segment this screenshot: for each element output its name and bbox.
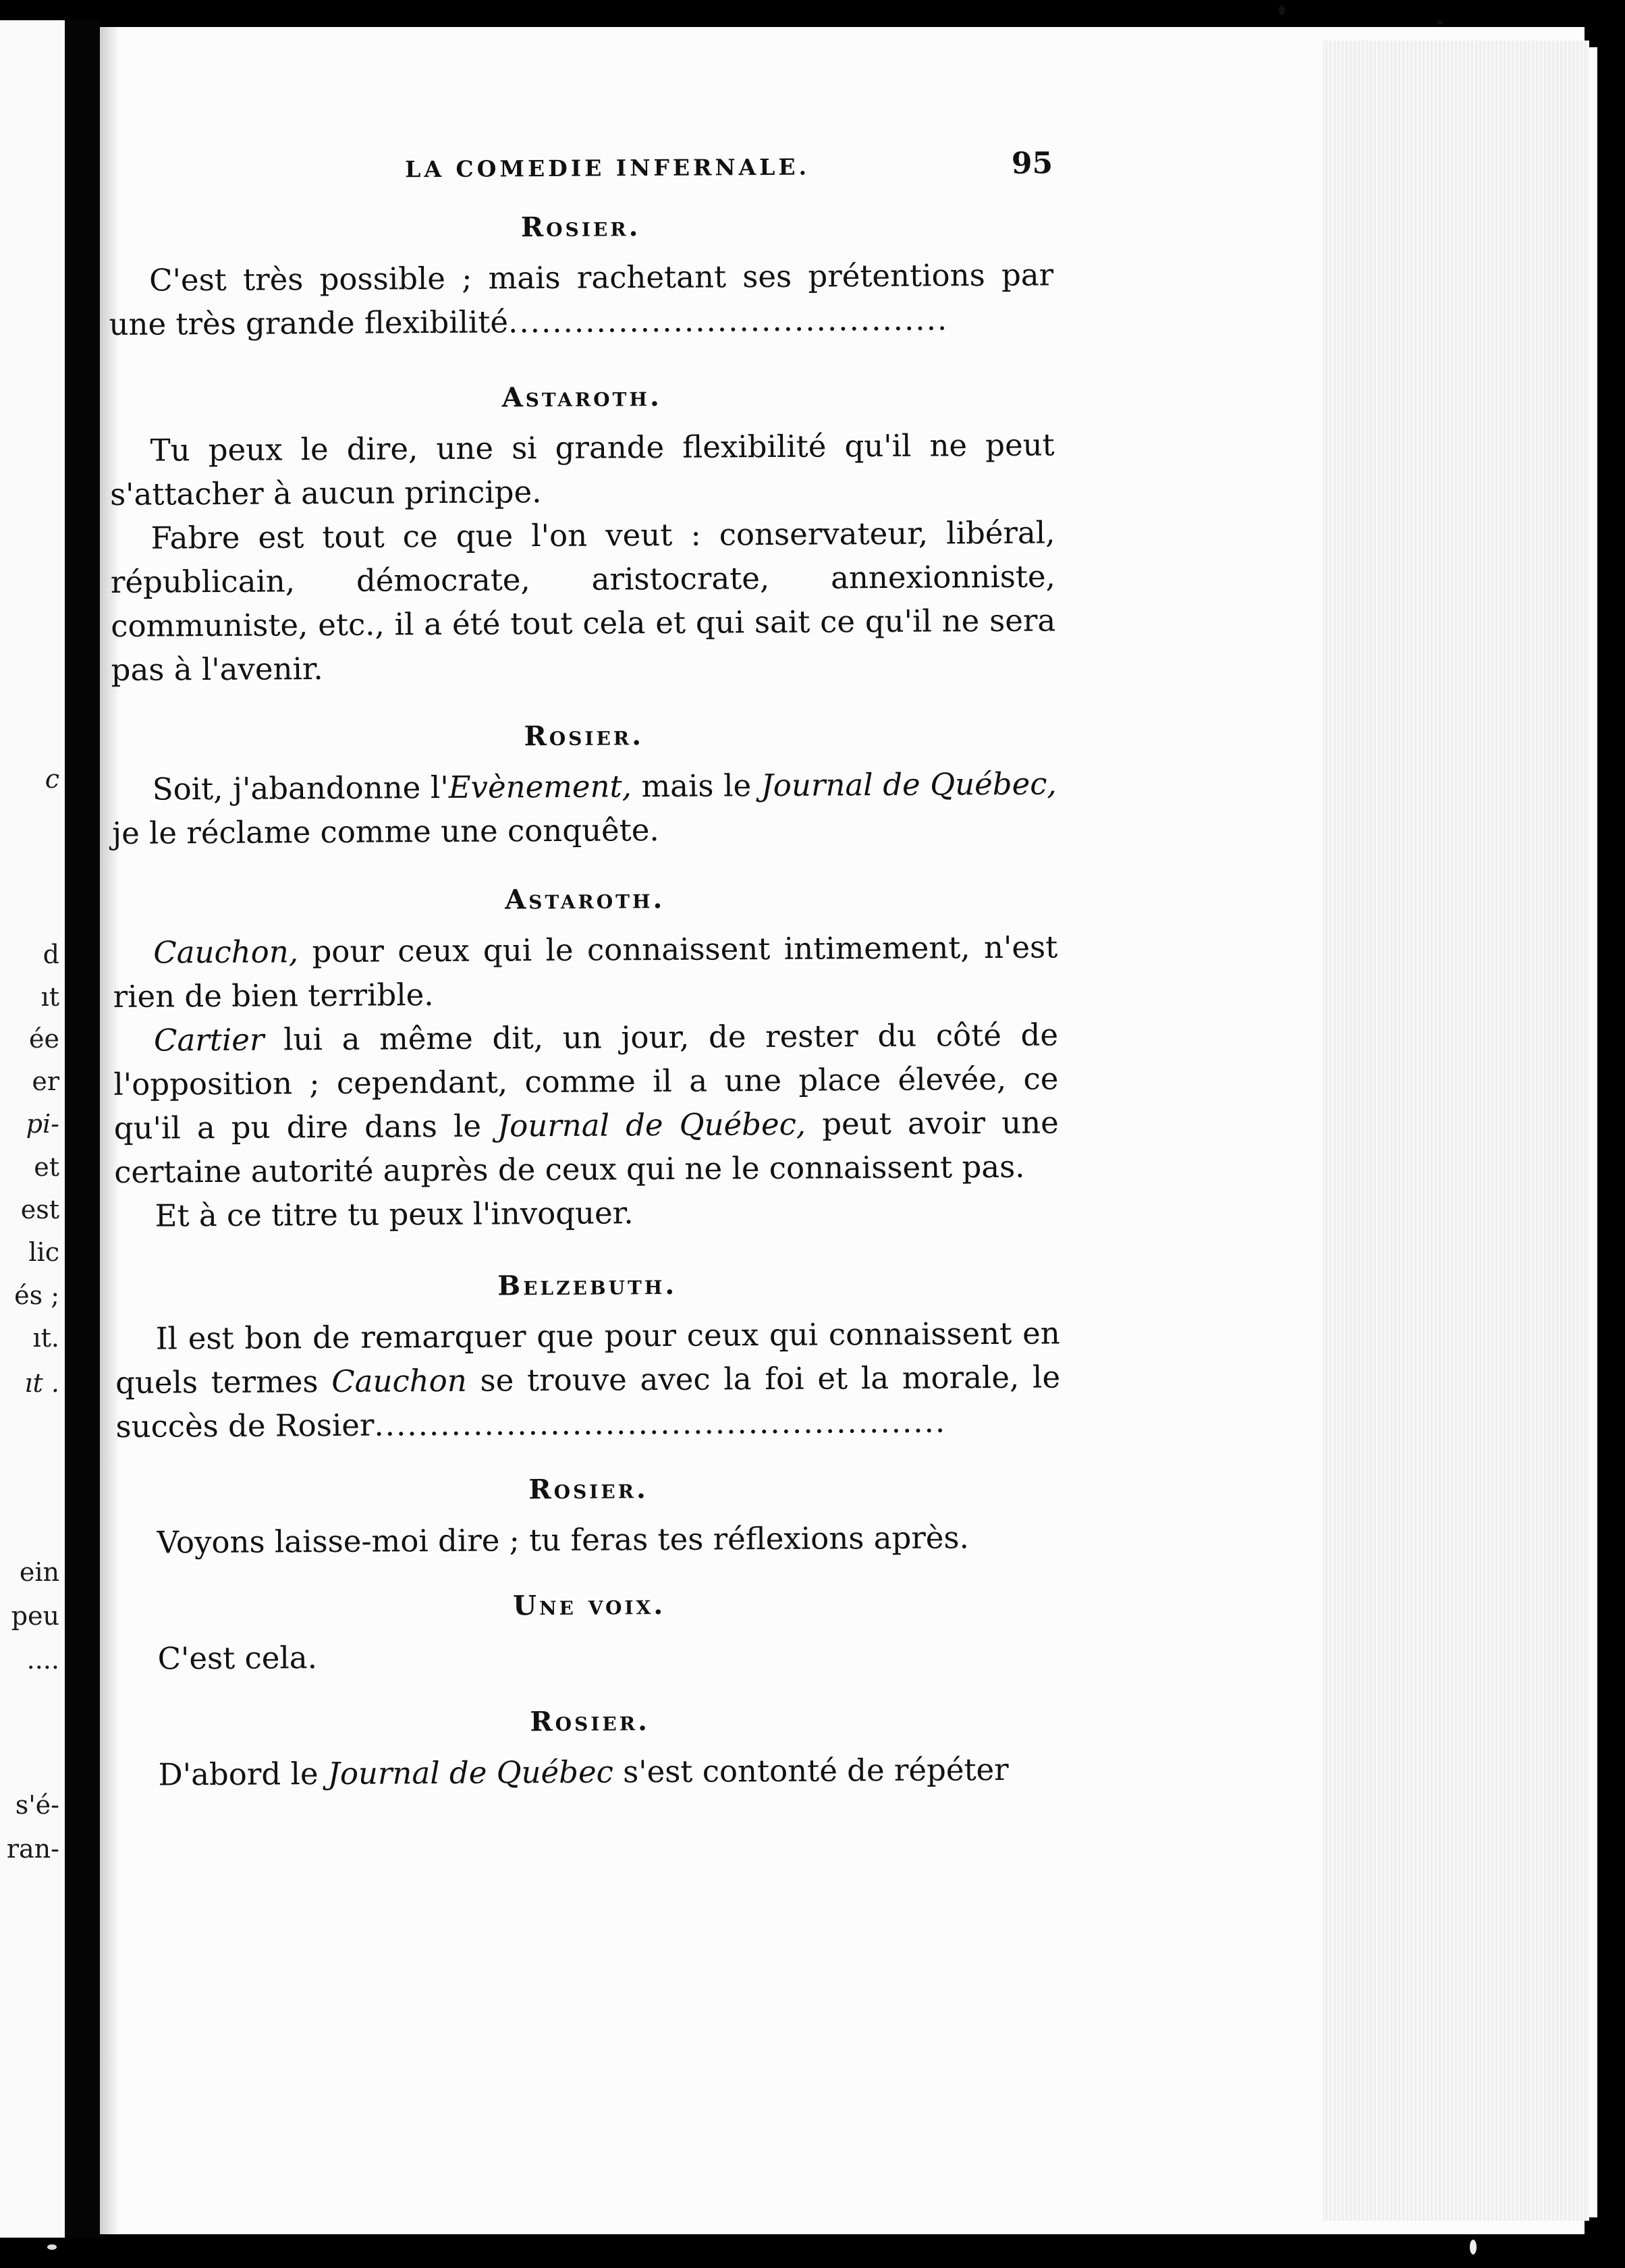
- scan-speck: [1279, 5, 1285, 15]
- speech-text: pour ceux qui le connaissent intimement, n'est rien de bien terrible.: [113, 929, 1058, 1015]
- page-text-block: [108, 146, 1063, 1797]
- speech-paragraph: [109, 252, 1054, 346]
- speech-paragraph: [113, 1013, 1059, 1194]
- facing-page-fragment: ran-: [6, 1834, 59, 1864]
- speech-text: Tu peux le dire, une si grande flexibilité qu'il ne peut s'attacher à aucun principe.: [109, 427, 1055, 512]
- running-head-title: LA COMEDIE INFERNALE.: [405, 153, 810, 183]
- facing-page-fragment: er: [32, 1066, 59, 1096]
- speech-text: se trouve avec la foi et la morale, le succès de Rosier: [115, 1359, 1061, 1444]
- dot-leader: ....................................................: [374, 1403, 947, 1443]
- speaker-name: Une voix.: [512, 1588, 666, 1622]
- speech-text: Fabre est tout ce que l'on veut : conservateur, libéral, républicain, démocrate, aristocrate, annexionniste, communiste, etc., il a été tout cela et qui sait ce qu'il ne sera pas à l'avenir.: [110, 514, 1056, 688]
- speaker-name: Rosier.: [528, 1473, 649, 1506]
- facing-page-fragment: c: [45, 764, 59, 794]
- speech-text: peut avoir une certaine autorité auprès de ceux qui ne le connaissent pas.: [114, 1104, 1059, 1190]
- facing-page-fragment: pi-: [26, 1109, 59, 1139]
- book-gutter: [65, 20, 100, 2238]
- speaker-name: Rosier.: [520, 211, 641, 244]
- speaker-name: Astaroth.: [505, 882, 665, 916]
- facing-page-fragment: d: [43, 940, 59, 969]
- speech-paragraph: [110, 423, 1055, 516]
- facing-page-fragment: s'é-: [15, 1790, 59, 1820]
- facing-page-fragment: peu: [11, 1601, 59, 1631]
- dialogue: [109, 211, 1063, 1797]
- page-number: 95: [1011, 146, 1053, 181]
- speech-text: s'est contonté de répéter: [613, 1751, 1009, 1790]
- speech-paragraph: [116, 1515, 1061, 1565]
- facing-page-fragment: est: [20, 1195, 59, 1224]
- italic-title: Cartier: [153, 1021, 265, 1058]
- speaker-name: Belzebuth.: [497, 1268, 678, 1302]
- speech-text: mais le: [631, 767, 761, 805]
- italic-title: Journal de Québec: [327, 1754, 614, 1792]
- speech-paragraph: [110, 510, 1056, 692]
- facing-page-fragment: lic: [28, 1237, 59, 1267]
- speaker-name: Rosier.: [524, 720, 644, 753]
- italic-title: Journal de Québec,: [497, 1106, 806, 1144]
- speech-text: C'est très possible ; mais rachetant ses prétentions par une très grande flexibilité: [109, 256, 1054, 342]
- page-stack-edge: [1323, 40, 1589, 2221]
- scan-speck: [1437, 20, 1442, 25]
- scan-speck: [47, 2244, 57, 2250]
- facing-page-fragment: et: [34, 1152, 59, 1182]
- facing-page-fragment: ein: [19, 1557, 59, 1587]
- facing-page-fragment: ıt: [40, 982, 59, 1012]
- running-head: [405, 146, 1053, 184]
- facing-page-fragment: ....: [26, 1645, 59, 1675]
- speaker-name: Astaroth.: [501, 380, 662, 414]
- italic-title: Cauchon,: [153, 934, 299, 971]
- speech-text: C'est cela.: [157, 1640, 318, 1677]
- scan-speck: [1470, 2240, 1477, 2254]
- speech-paragraph: [117, 1631, 1062, 1681]
- speech-text: Et à ce titre tu peux l'invoquer.: [155, 1195, 634, 1234]
- speech-paragraph: [112, 761, 1057, 855]
- facing-page-fragment: ée: [29, 1024, 59, 1054]
- page-stack-rim: [1589, 47, 1597, 2217]
- dot-leader: ........................................: [507, 301, 949, 340]
- speech-text: je le réclame comme une conquête.: [112, 812, 659, 851]
- speech-text: lui a même dit, un jour, de rester du côté de l'opposition ; cependant, comme il a une place élevée, ce qu'il a pu dire dans le: [113, 1017, 1059, 1146]
- speech-text: Voyons laisse-moi dire ; tu feras tes réflexions après.: [157, 1519, 970, 1561]
- facing-page-edge: [0, 20, 65, 2238]
- facing-page-fragment: és ;: [14, 1280, 59, 1310]
- italic-title: Evènement,: [448, 768, 632, 805]
- speaker-name: Rosier.: [530, 1705, 651, 1738]
- speech-paragraph: [115, 1311, 1061, 1449]
- facing-page-fragment: ıt.: [32, 1323, 59, 1353]
- speech-text: Soit, j'abandonne l': [152, 769, 449, 807]
- speech-text: D'abord le: [158, 1756, 328, 1793]
- italic-title: Journal de Québec,: [761, 765, 1057, 804]
- italic-title: Cauchon: [331, 1362, 467, 1400]
- speech-paragraph: [117, 1747, 1062, 1797]
- facing-page-fragment: ıt .: [24, 1368, 59, 1398]
- speech-text: Il est bon de remarquer que pour ceux qui connaissent en quels termes: [115, 1315, 1060, 1401]
- speech-paragraph: [113, 925, 1058, 1019]
- speech-paragraph: [114, 1188, 1059, 1238]
